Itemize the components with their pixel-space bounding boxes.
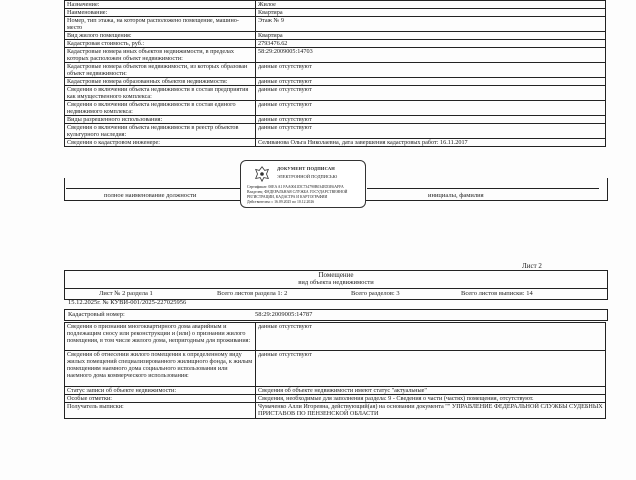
table-row: [65, 124, 606, 139]
stamp-validity: Действителен: с 16.09.2025 по 10.12.2026: [247, 200, 315, 204]
row-value: данные отсутствуют: [256, 63, 606, 78]
stamp-certificate: Сертификат: 00EA A1 FAA0041DC734790B034ED3E6AFFA: [247, 185, 344, 189]
table-row: [65, 101, 606, 116]
page2-table: [64, 322, 606, 419]
stamp-details: [247, 185, 359, 205]
row-label: Кадастровые номера образованных объектов недвижимости:: [65, 78, 256, 86]
stamp-subtitle: ЭЛЕКТРОННОЙ ПОДПИСЬЮ: [277, 174, 338, 179]
table-row: [65, 32, 606, 40]
sheet-label: Лист 2: [522, 262, 542, 270]
top-section: [64, 0, 606, 147]
row-value: 2793476.62: [256, 40, 606, 48]
row-value: Сведения, необходимые для заполнения раздела: 9 - Сведения о части (частях) помещения, отсутствуют.: [256, 395, 606, 403]
total-sheets-section: Всего листов раздела 1: 2: [217, 290, 288, 297]
row-value: Селиванова Ольга Николаевна, дата завершения кадастровых работ: 16.11.2017: [256, 139, 606, 147]
table-row: [65, 351, 606, 387]
row-label: Сведения о признании многоквартирного дома аварийным и подлежащим сносу или реконструкции и (или) о признании жилого помещения, в том числе жилого дома, непригодным для проживания:: [65, 323, 256, 351]
row-value: Жилое: [256, 1, 606, 9]
emblem-icon: [253, 165, 271, 183]
row-label: Кадастровые номера иных объектов недвижимости, в пределах которых расположен объект недвижимости:: [65, 48, 256, 63]
cadastral-row: [64, 309, 608, 321]
table-row: [65, 403, 606, 419]
row-label: Назначение:: [65, 1, 256, 9]
row-value: Этаж № 9: [256, 17, 606, 32]
page2-title: Помещение: [318, 271, 354, 279]
row-label: Вид жилого помещения:: [65, 32, 256, 40]
stamp-title: ДОКУМЕНТ ПОДПИСАН: [277, 166, 335, 171]
row-value: 58:29:2009005:14703: [256, 48, 606, 63]
page2-header: [64, 270, 608, 289]
sheet-section: Лист № 2 раздела 1: [99, 290, 153, 297]
row-value: данные отсутствуют: [256, 351, 606, 387]
table-row: [65, 86, 606, 101]
object-info-table: [64, 0, 606, 147]
total-sections: Всего разделов: 3: [351, 290, 400, 297]
row-label: Кадастровая стоимость, руб.:: [65, 40, 256, 48]
cadastral-value: 58:29:2009005:14787: [255, 311, 313, 318]
table-row: [65, 139, 606, 147]
row-value: данные отсутствуют: [256, 101, 606, 116]
row-label: Кадастровые номера объектов недвижимости, из которых образован объект недвижимости:: [65, 63, 256, 78]
digital-signature-stamp: [240, 160, 366, 208]
row-label: Сведения о кадастровом инженере:: [65, 139, 256, 147]
row-label: Сведения об отнесении жилого помещения к определенному виду жилых помещений специализированного жилищного фонда, к жилым помещениям наемного дома социального использования или наемного дома коммерческого использования:: [65, 351, 256, 387]
table-row: [65, 395, 606, 403]
row-value: данные отсутствуют: [256, 116, 606, 124]
row-value: данные отсутствуют: [256, 124, 606, 139]
row-label: Сведения о включении объекта недвижимости в реестр объектов культурного наследия:: [65, 124, 256, 139]
row-label: Наименование:: [65, 9, 256, 17]
row-label: Номер, тип этажа, на котором расположено помещение, машино-место: [65, 17, 256, 32]
row-label: Особые отметки:: [65, 395, 256, 403]
row-label: Сведения о включении объекта недвижимости в состав предприятия как имущественного комплекса:: [65, 86, 256, 101]
row-value: Сведения об объекте недвижимости имеют статус "актуальные": [256, 387, 606, 395]
row-value: данные отсутствуют: [256, 323, 606, 351]
row-value: Квартира: [256, 32, 606, 40]
table-row: [65, 9, 606, 17]
table-row: [65, 40, 606, 48]
page2-table-wrap: [64, 322, 606, 419]
row-label: Виды разрешенного использования:: [65, 116, 256, 124]
table-row: [65, 116, 606, 124]
stamp-owner: Владелец: ФЕДЕРАЛЬНАЯ СЛУЖБА ГОСУДАРСТВЕННОЙ: [247, 190, 348, 194]
cadastral-label: Кадастровый номер:: [68, 311, 125, 318]
table-row: [65, 387, 606, 395]
row-value: Чумаченко Алли Игоревна, действующий(ая) на основании документа "" УПРАВЛЕНИЕ ФЕДЕРАЛЬНОЙ СЛУЖБЫ СУДЕБНЫХ ПРИСТАВОВ ПО ПЕНЗЕНСКОЙ ОБЛАСТИ: [256, 403, 606, 419]
doc-number: 15.12.2025г. № КУВИ-001/2025-227025956: [68, 299, 187, 306]
stamp-owner-cont: РЕГИСТРАЦИИ, КАДАСТРА И КАРТОГРАФИИ: [247, 195, 328, 199]
table-row: [65, 78, 606, 86]
position-caption: полное наименование должности: [104, 192, 197, 199]
row-label: Статус записи об объекте недвижимости:: [65, 387, 256, 395]
total-sheets-extract: Всего листов выписки: 14: [461, 290, 533, 297]
table-row: [65, 17, 606, 32]
row-label: Получатель выписки:: [65, 403, 256, 419]
row-value: Квартира: [256, 9, 606, 17]
row-value: данные отсутствуют: [256, 78, 606, 86]
name-caption: инициалы, фамилия: [428, 192, 484, 199]
page2-subtitle: вид объекта недвижимости: [298, 279, 374, 286]
table-row: [65, 48, 606, 63]
table-row: [65, 1, 606, 9]
table-row: [65, 323, 606, 351]
row-label: Сведения о включении объекта недвижимости в состав единого недвижимого комплекса:: [65, 101, 256, 116]
table-row: [65, 63, 606, 78]
row-value: данные отсутствуют: [256, 86, 606, 101]
